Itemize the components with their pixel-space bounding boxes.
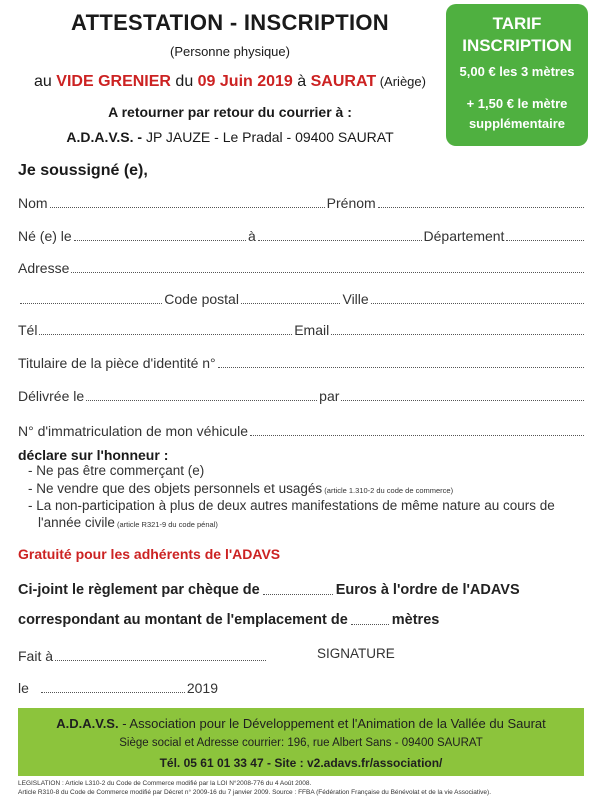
euros-label: Euros à l'ordre de l'ADAVS bbox=[335, 582, 520, 598]
footer-contact: Tél. 05 61 01 33 47 - Site : v2.adavs.fr/association/ bbox=[159, 756, 443, 770]
fait-a-label: Fait à bbox=[18, 648, 54, 664]
footer-box bbox=[18, 708, 584, 776]
event-place: SAURAT bbox=[310, 73, 377, 90]
reglement-line-1 bbox=[18, 580, 520, 598]
metres-field[interactable] bbox=[351, 623, 389, 625]
departement-label: Département bbox=[423, 228, 505, 244]
fait-a-field[interactable] bbox=[55, 659, 266, 661]
tel-label: Tél bbox=[18, 322, 38, 338]
declaration-title: déclare sur l'honneur : bbox=[18, 447, 169, 463]
row-nom-prenom bbox=[18, 193, 586, 211]
footer-siege: Siège social et Adresse courrier: 196, rue Albert Sans - 09400 SAURAT bbox=[119, 737, 483, 749]
lieu-field[interactable] bbox=[258, 239, 422, 241]
tarif-subtitle: INSCRIPTION bbox=[462, 36, 572, 55]
soussigne-heading: Je soussigné (e), bbox=[18, 162, 148, 179]
declaration-item-3-text: l'année civile bbox=[38, 515, 115, 530]
prenom-field[interactable] bbox=[378, 206, 584, 208]
footer-org-desc: - Association pour le Développement et l'Animation de la Vallée du Saurat bbox=[118, 716, 546, 731]
event-name: VIDE GRENIER bbox=[56, 73, 171, 90]
tarif-base-price: 5,00 € les 3 mètres bbox=[459, 64, 575, 79]
row-code-postal bbox=[18, 289, 586, 307]
declaration-item-3-line2 bbox=[38, 515, 218, 530]
event-prefix: au bbox=[34, 73, 57, 90]
declaration-item-2 bbox=[28, 481, 453, 496]
ville-label: Ville bbox=[342, 291, 369, 307]
document-subtitle: (Personne physique) bbox=[170, 44, 290, 59]
tarif-box bbox=[446, 4, 588, 146]
footer-org: A.D.A.V.S. bbox=[56, 716, 119, 731]
piece-identite-field[interactable] bbox=[218, 366, 584, 368]
row-piece-identite bbox=[18, 353, 586, 371]
address-rest: JP JAUZE - Le Pradal - 09400 SAURAT bbox=[142, 129, 394, 145]
address-org: A.D.A.V.S. - bbox=[66, 129, 143, 145]
row-contact bbox=[18, 320, 586, 338]
gratuite-note: Gratuité pour les adhérents de l'ADAVS bbox=[18, 546, 281, 562]
email-label: Email bbox=[294, 322, 330, 338]
tarif-extra-label: supplémentaire bbox=[468, 116, 566, 131]
legal-line-1: LEGISLATION : Article L310-2 du Code de Commerce modifié par la LOI N°2008-776 du 4 Août 2008. bbox=[18, 780, 312, 787]
delivree-field[interactable] bbox=[86, 399, 317, 401]
emplacement-label: correspondant au montant de l'emplacement de bbox=[18, 612, 348, 628]
date-row bbox=[18, 678, 218, 696]
document-title: ATTESTATION - INSCRIPTION bbox=[71, 10, 389, 35]
adresse-label: Adresse bbox=[18, 260, 70, 276]
date-field[interactable] bbox=[41, 691, 185, 693]
immatriculation-field[interactable] bbox=[250, 434, 584, 436]
declaration-item-3-ref: (article R321-9 du code pénal) bbox=[114, 520, 218, 529]
nom-field[interactable] bbox=[50, 206, 325, 208]
event-region: (Ariège) bbox=[376, 74, 426, 89]
ne-le-field[interactable] bbox=[74, 239, 246, 241]
delivree-label: Délivrée le bbox=[18, 388, 85, 404]
montant-field[interactable] bbox=[263, 593, 333, 595]
tarif-title: TARIF bbox=[492, 14, 542, 33]
titulaire-label: Titulaire de la pièce d'identité n° bbox=[18, 355, 216, 371]
declaration-item-1: - Ne pas être commerçant (e) bbox=[28, 463, 205, 478]
code-postal-field[interactable] bbox=[241, 302, 341, 304]
return-instruction: A retourner par retour du courrier à : bbox=[108, 104, 352, 120]
event-du: du bbox=[170, 73, 198, 90]
code-postal-label: Code postal bbox=[164, 291, 239, 307]
event-a: à bbox=[292, 73, 311, 90]
a-label: à bbox=[248, 228, 256, 244]
reglement-line-2 bbox=[18, 610, 439, 628]
tarif-extra-price: + 1,50 € le mètre bbox=[466, 96, 568, 111]
ne-le-label: Né (e) le bbox=[18, 228, 72, 244]
email-field[interactable] bbox=[331, 333, 584, 335]
row-immatriculation bbox=[18, 421, 586, 439]
tel-field[interactable] bbox=[39, 333, 292, 335]
adresse-field-2[interactable] bbox=[20, 302, 162, 304]
prenom-label: Prénom bbox=[326, 195, 376, 211]
ville-field[interactable] bbox=[371, 302, 584, 304]
declaration-item-3-line1: - La non-participation à plus de deux autres manifestations de même nature au cours de bbox=[28, 498, 555, 513]
row-adresse bbox=[18, 258, 586, 276]
declaration-item-2-ref: (article 1.310-2 du code de commerce) bbox=[322, 486, 454, 495]
fait-a-row bbox=[18, 646, 268, 664]
event-date: 09 Juin 2019 bbox=[197, 73, 293, 90]
year-label: 2019 bbox=[186, 680, 218, 696]
footer-org-line bbox=[18, 716, 584, 731]
adresse-field[interactable] bbox=[71, 271, 584, 273]
le-label: le bbox=[18, 680, 29, 696]
row-delivree bbox=[18, 386, 586, 404]
return-address bbox=[20, 129, 440, 145]
par-label: par bbox=[319, 388, 340, 404]
legal-line-2: Article R310-8 du Code de Commerce modifié par Décret n° 2009-16 du 7 janvier 2009. Source : FFBA (Fédération Française du Bénévolat et de la vie Associative). bbox=[18, 789, 492, 796]
par-field[interactable] bbox=[341, 399, 584, 401]
event-line bbox=[0, 73, 460, 91]
reglement-label: Ci-joint le règlement par chèque de bbox=[18, 582, 260, 598]
metres-label: mètres bbox=[391, 612, 440, 628]
departement-field[interactable] bbox=[506, 239, 584, 241]
row-naissance bbox=[18, 226, 586, 244]
immatriculation-label: N° d'immatriculation de mon véhicule bbox=[18, 423, 249, 439]
nom-label: Nom bbox=[18, 195, 48, 211]
declaration-item-2-text: - Ne vendre que des objets personnels et usagés bbox=[28, 481, 323, 496]
signature-label: SIGNATURE bbox=[317, 646, 395, 661]
